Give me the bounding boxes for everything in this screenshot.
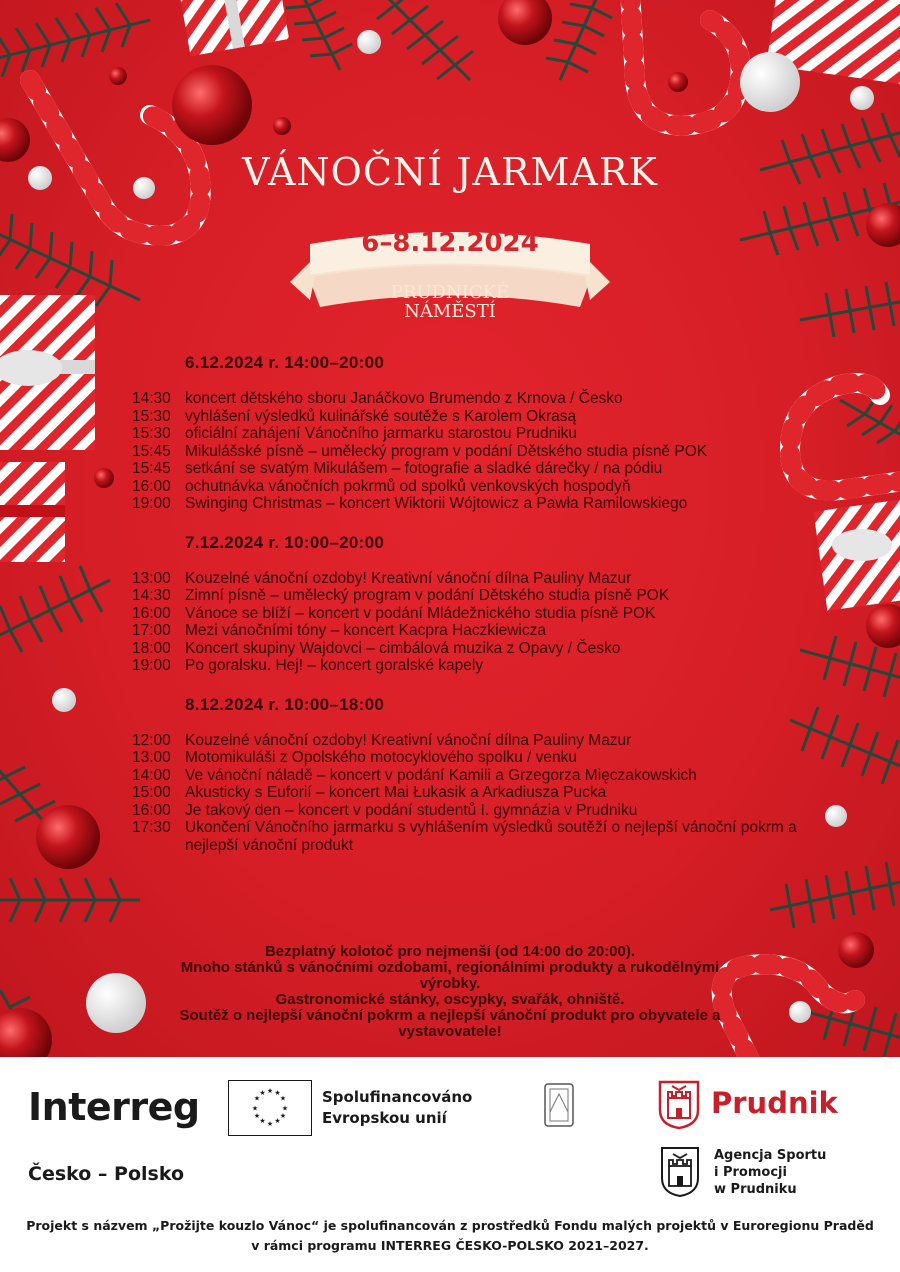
event-row [132, 819, 812, 854]
event-time: 17:00 [132, 622, 171, 639]
event-time: 18:00 [132, 639, 171, 657]
day-heading: 6.12.2024 r. 14:00–20:00 [185, 353, 385, 372]
eu-flag-icon [228, 1080, 312, 1136]
event-dates: 6–8.12.2024 [361, 228, 539, 258]
event-row [132, 732, 812, 750]
event-row [132, 605, 812, 623]
svg-text:★: ★ [259, 1089, 266, 1097]
day-heading: 8.12.2024 r. 10:00–18:00 [185, 694, 385, 714]
event-row [132, 478, 812, 496]
event-row [132, 767, 812, 785]
event-text: Je takový den – koncert v podání studentů I. gymnázia v Prudniku [185, 801, 638, 819]
svg-text:★: ★ [253, 1094, 261, 1103]
agency-name [714, 1147, 826, 1198]
place-line-1: PRUDNICKÉ [390, 282, 510, 303]
event-row [132, 587, 812, 605]
event-row [132, 495, 812, 513]
event-time: 14:00 [132, 766, 171, 784]
event-text: Koncert skupiny Wajdovci – cimbálová muzika z Opavy / Česko [185, 639, 621, 657]
event-row [132, 408, 812, 426]
svg-text:★: ★ [266, 1087, 274, 1095]
agency-line-1: Agencja Sportu [714, 1148, 827, 1163]
event-row [132, 622, 812, 640]
event-row [132, 443, 812, 461]
event-text: ochutnávka vánočních pokrmů od spolků venkovských hospodyň [185, 477, 631, 495]
event-time: 16:00 [132, 477, 171, 495]
svg-text:★: ★ [274, 1089, 281, 1097]
svg-text:★: ★ [281, 1104, 289, 1113]
interreg-logo: Interreg [28, 1085, 200, 1129]
event-notes [160, 944, 740, 1040]
note-line: Mnoho stánků s vánočními ozdobami, regionálními produkty a rukodělnými výrobky. [180, 959, 720, 992]
svg-text:★: ★ [279, 1112, 287, 1120]
eu-funding-text [322, 1087, 472, 1129]
agency-line-3: w Prudniku [714, 1182, 797, 1197]
event-text: Akusticky s Euforií – koncert Mai Łukasik a Arkadiusza Pucka [185, 784, 607, 801]
event-time: 15:45 [132, 460, 171, 477]
event-time: 15:00 [132, 784, 171, 801]
place-line-2: NÁMĚSTÍ [404, 301, 496, 322]
event-text: Ukončení Vánočního jarmarku s vyhlášením výsledků soutěží o nejlepší vánoční pokrm a nejlepší vánoční produkt [185, 819, 797, 854]
poster-title: VÁNOČNÍ JARMARK [242, 150, 658, 194]
event-time: 12:00 [132, 731, 171, 749]
note-line: Gastronomické stánky, oscypky, svařák, ohniště. [275, 991, 625, 1008]
event-row [132, 390, 812, 408]
day-heading: 7.12.2024 r. 10:00–20:00 [185, 532, 385, 552]
svg-text:★: ★ [279, 1094, 287, 1103]
event-time: 14:30 [132, 390, 171, 407]
eu-line-2: Evropskou unií [322, 1109, 447, 1127]
svg-text:★: ★ [274, 1117, 281, 1125]
event-time: 15:30 [132, 425, 171, 442]
event-time: 14:30 [132, 587, 171, 604]
event-text: Zimní písně – umělecký program v podání Dětského studia písně POK [185, 587, 670, 604]
event-time: 15:30 [132, 407, 171, 425]
project-line-1: Projekt s názvem „Prožijte kouzlo Vánoc“ je spolufinancován z prostředků Fondu malých projektů v Euroregionu Praděd [26, 1218, 874, 1233]
event-place [0, 283, 900, 321]
event-text: oficiální zahájení Vánočního jarmarku starostou Prudniku [185, 425, 578, 442]
event-text: koncert dětského sboru Janáčkovo Brumendo z Krnova / Česko [185, 390, 623, 407]
event-row [132, 802, 812, 820]
event-time: 15:45 [132, 442, 171, 460]
event-text: setkání se svatým Mikulášem – fotografie a sladké dárečky / na pódiu [185, 460, 663, 477]
event-row [132, 640, 812, 658]
event-row [132, 570, 812, 588]
event-text: Po goralsku. Hej! – koncert goralské kapely [185, 657, 484, 674]
svg-text:★: ★ [251, 1104, 259, 1113]
project-statement [20, 1216, 880, 1256]
note-line: Bezplatný kolotoč pro nejmenší (od 14:00 do 20:00). [264, 943, 636, 960]
event-text: Mezi vánočními tóny – koncert Kacpra Haczkiewicza [185, 622, 546, 639]
note-line: Soutěž o nejlepší vánoční pokrm a nejlepší vánoční produkt pro obyvatele a vystavovatele! [179, 1007, 721, 1040]
event-time: 16:00 [132, 801, 171, 819]
event-time: 19:00 [132, 495, 171, 512]
event-time: 19:00 [132, 657, 171, 674]
event-text: Ve vánoční náladě – koncert v podání Kamili a Grzegorza Mięczakowskich [185, 766, 697, 784]
prudnik-logo-text: Prudnik [711, 1086, 838, 1120]
event-text: Vánoce se blíží – koncert v podání Mládežnického studia písně POK [185, 604, 656, 622]
event-time: 16:00 [132, 604, 171, 622]
day-3 [132, 695, 812, 855]
svg-text:★: ★ [266, 1120, 274, 1128]
agency-line-2: i Promocji [714, 1165, 787, 1180]
event-row [132, 657, 812, 675]
event-text: vyhlášení výsledků kulinářské soutěže s Karolem Okrasą [185, 407, 577, 425]
event-text: Swinging Christmas – koncert Wiktorii Wójtowicz a Pawła Ramilowskiego [185, 495, 688, 512]
event-text: Kouzelné vánoční ozdoby! Kreativní vánoční dílna Pauliny Mazur [185, 731, 632, 749]
event-row [132, 784, 812, 802]
fir-branch [0, 3, 150, 77]
day-2 [132, 533, 812, 675]
euroregion-logo-icon [543, 1082, 575, 1128]
event-text: Mikulášské písně – umělecký program v podání Dětského studia písně POK [185, 442, 708, 460]
day-1 [132, 353, 812, 513]
program [132, 353, 812, 874]
event-time: 13:00 [132, 749, 171, 766]
event-row [132, 749, 812, 767]
svg-text:★: ★ [253, 1112, 261, 1120]
eu-line-1: Spolufinancováno [322, 1088, 473, 1106]
agency-coat-of-arms-icon [660, 1146, 700, 1198]
svg-text:★: ★ [259, 1117, 266, 1125]
event-time: 13:00 [132, 569, 171, 587]
project-line-2: v rámci programu INTERREG ČESKO-POLSKO 2021–2027. [251, 1238, 649, 1253]
prudnik-coat-of-arms-icon [658, 1080, 700, 1130]
event-row [132, 460, 812, 478]
interreg-program: Česko – Polsko [28, 1163, 185, 1185]
event-row [132, 425, 812, 443]
event-text: Motomikuláši z Opolského motocyklového spolku / venku [185, 749, 577, 766]
event-time: 17:30 [132, 819, 171, 836]
event-text: Kouzelné vánoční ozdoby! Kreativní vánoční dílna Pauliny Mazur [185, 569, 632, 587]
